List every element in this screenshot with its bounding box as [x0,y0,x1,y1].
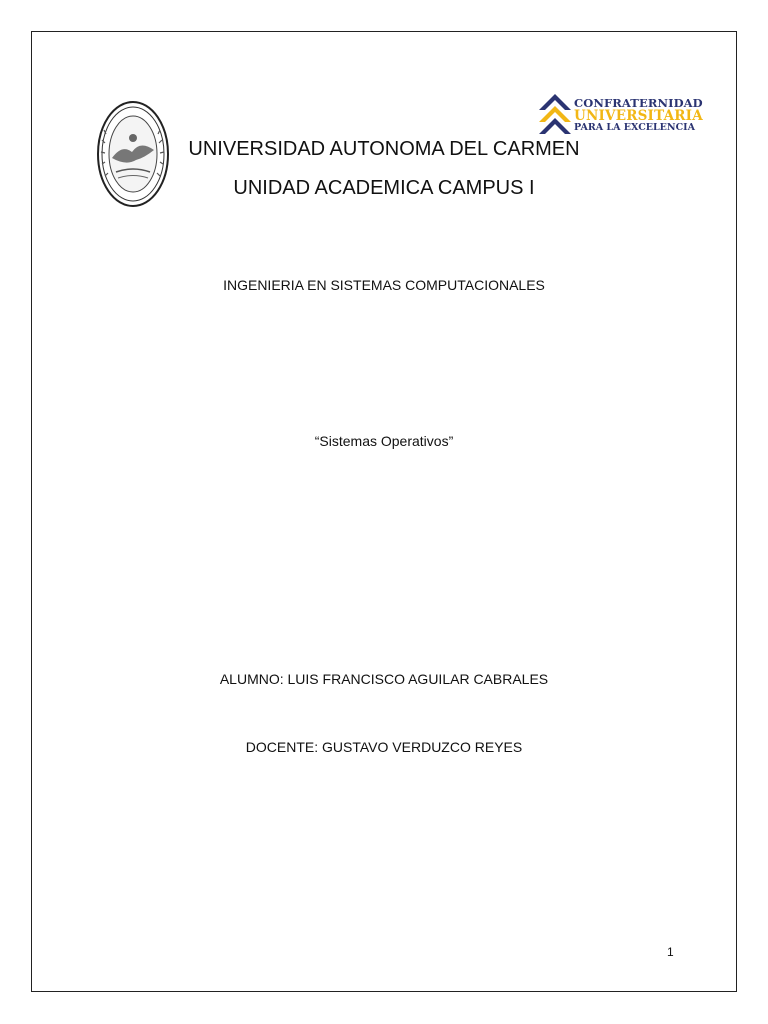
logo-line-1: CONFRATERNIDAD [574,96,703,110]
confraternidad-logo [537,92,707,140]
student-name: ALUMNO: LUIS FRANCISCO AGUILAR CABRALES [219,671,549,687]
career-name: INGENIERIA EN SISTEMAS COMPUTACIONALES [223,277,545,293]
subject-title: “Sistemas Operativos” [314,433,454,449]
teacher-name: DOCENTE: GUSTAVO VERDUZCO REYES [245,739,523,755]
logo-line-2: UNIVERSITARIA [574,107,703,124]
logo-line-3: PARA LA EXCELENCIA [574,122,695,133]
campus-name: UNIDAD ACADEMICA CAMPUS I [233,177,535,199]
page-number: 1 [667,945,674,959]
logo-wordmark [574,98,703,133]
university-name: UNIVERSIDAD AUTONOMA DEL CARMEN [188,138,580,160]
chevron-logo-icon [537,92,573,138]
